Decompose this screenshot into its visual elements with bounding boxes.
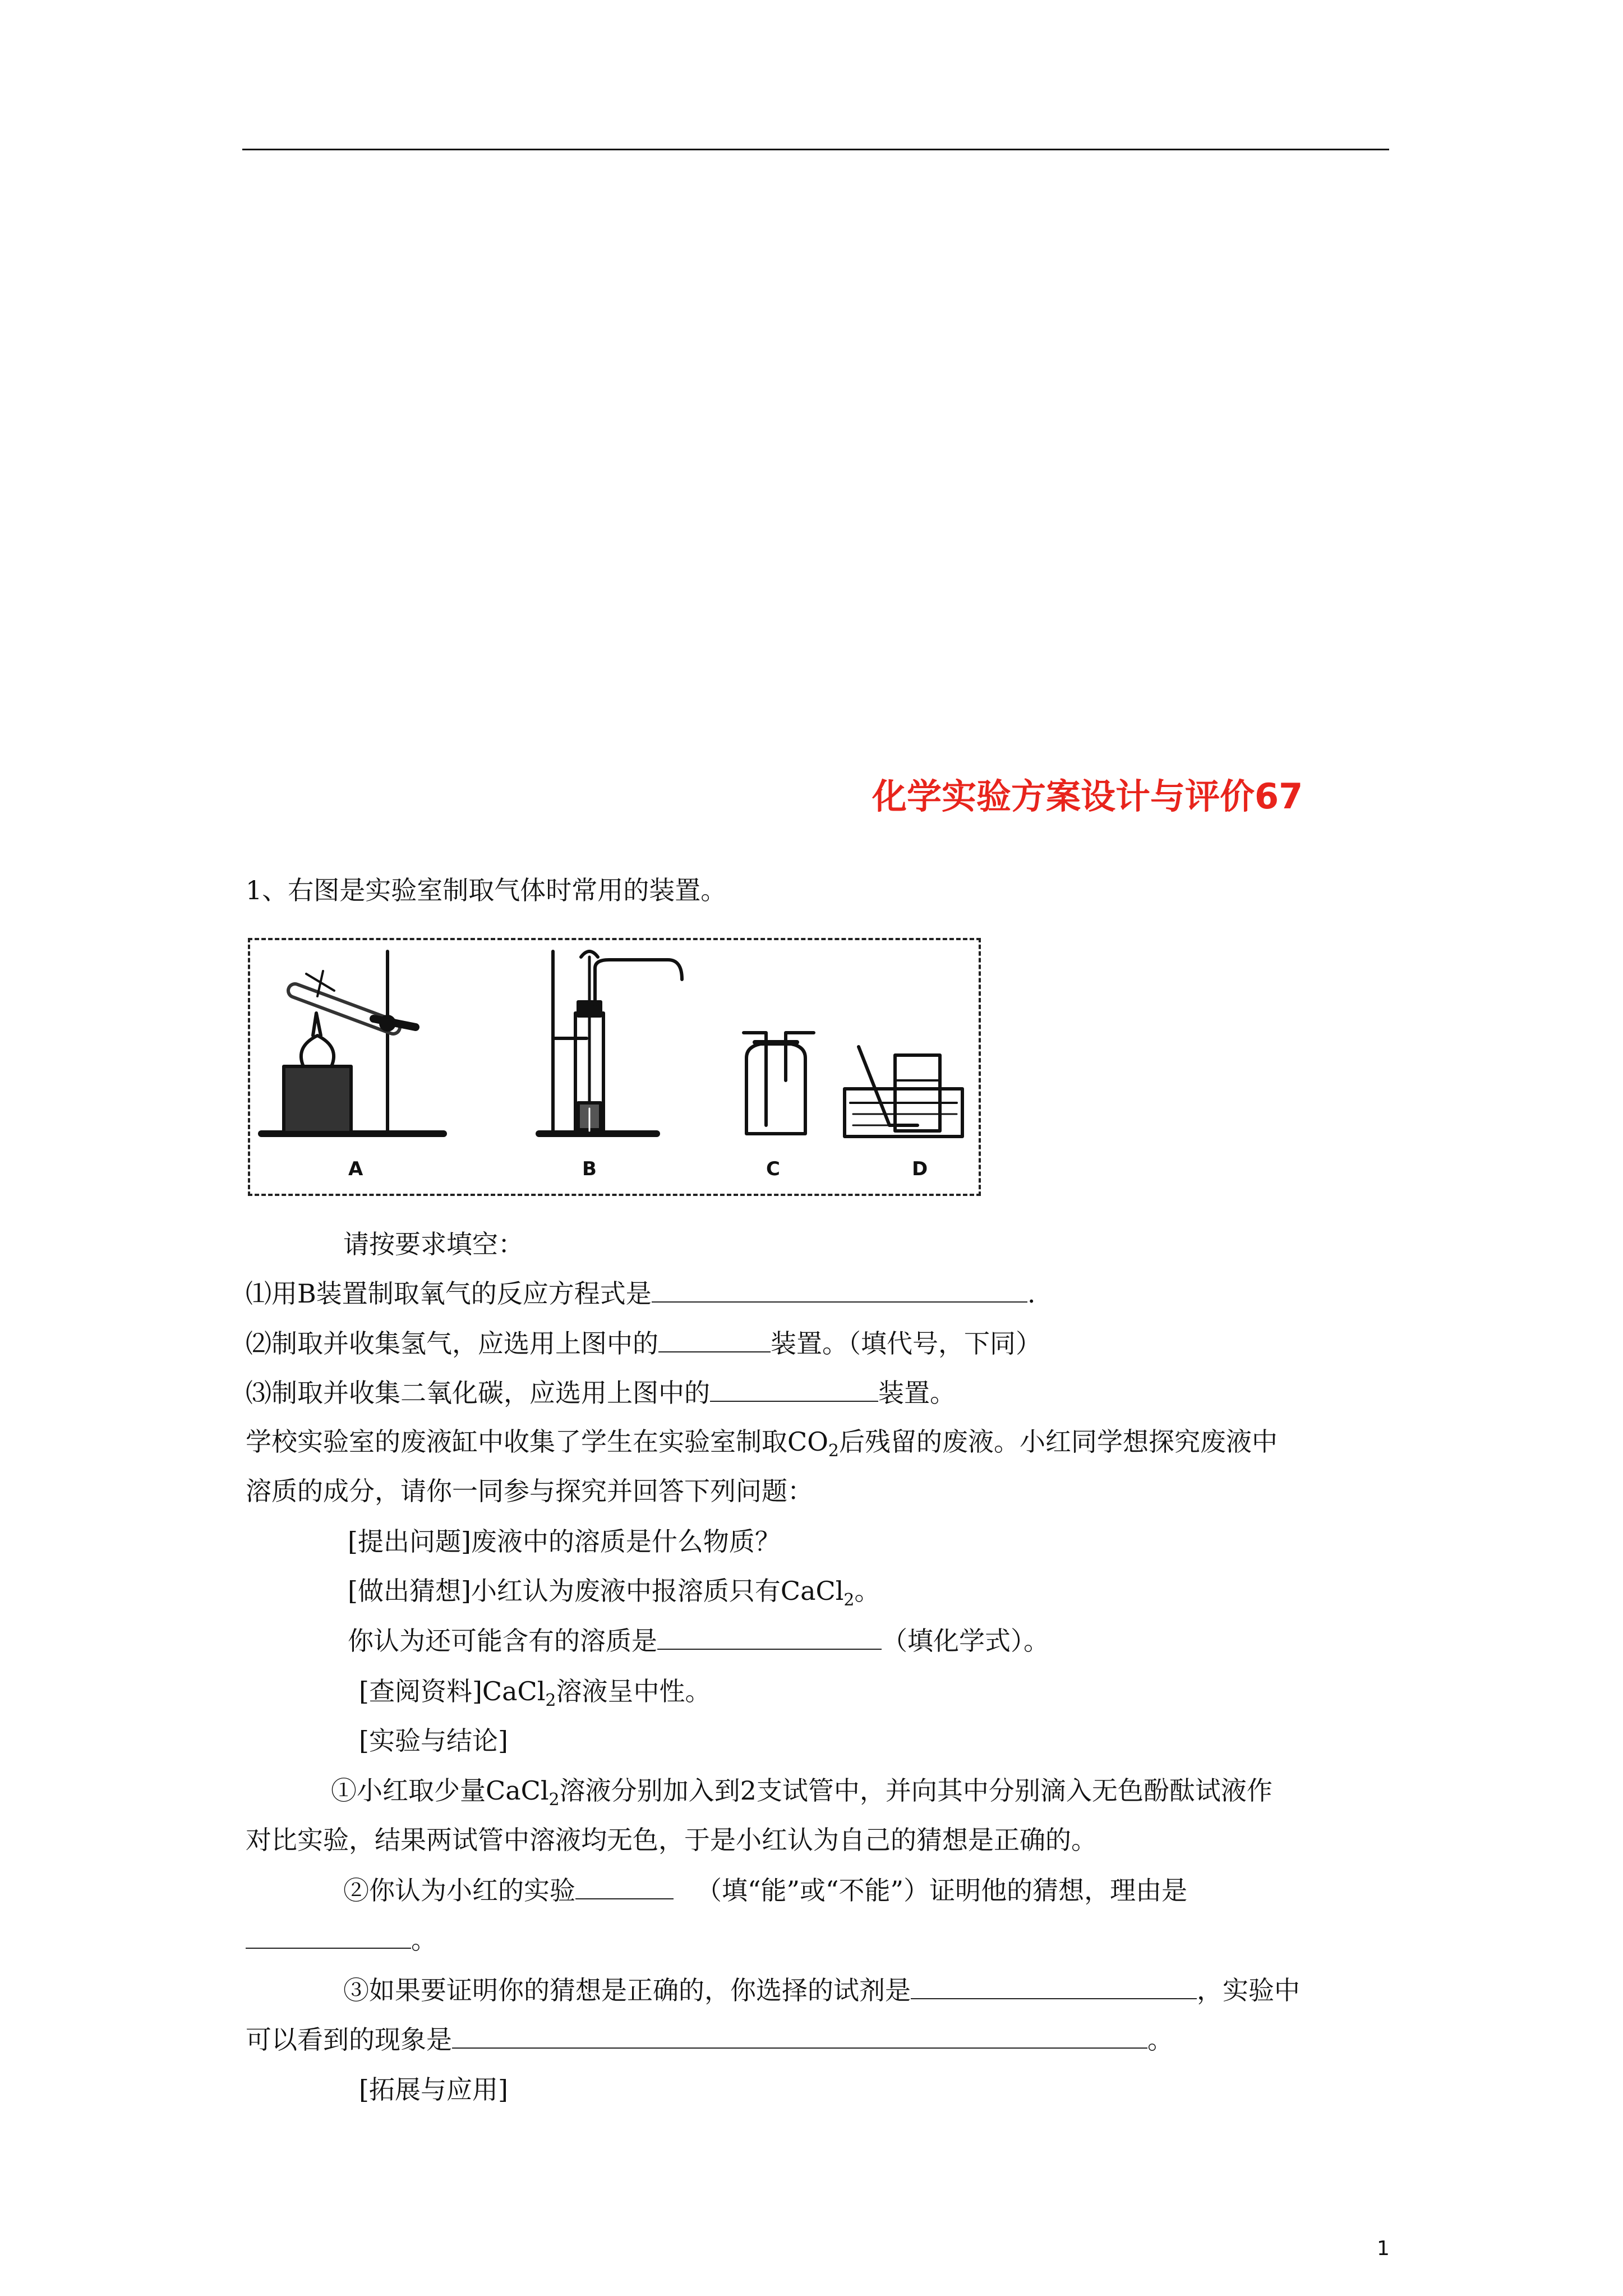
apparatus-figure (248, 938, 981, 1196)
para-1-text-end: 后残留的废液。小红同学想探究废液中 (839, 1427, 1278, 1457)
item-2-answer-blank[interactable] (658, 1327, 771, 1352)
reference-subscript: 2 (545, 1691, 556, 1710)
reagent-answer-blank[interactable] (911, 1973, 1197, 1999)
item-1 (246, 1277, 1035, 1310)
step-1-line-2: 对比实验，结果两试管中溶液均无色，于是小红认为自己的猜想是正确的。 (246, 1825, 1097, 1855)
step-3-text-end: ，实验中 (1197, 1975, 1300, 2005)
your-hypothesis-end: （填化学式）。 (882, 1626, 1049, 1656)
step-1-line-1 (331, 1774, 1272, 1810)
item-1-text: ⑴用B装置制取氧气的反应方程式是 (246, 1278, 652, 1309)
step-1-text: ①小红取少量CaCl (331, 1775, 549, 1806)
step-2-line-2 (246, 1923, 437, 1957)
your-hypothesis-text: 你认为还可能含有的溶质是 (348, 1626, 657, 1656)
item-3-answer-blank[interactable] (710, 1376, 878, 1402)
step-1-subscript: 2 (548, 1790, 560, 1810)
reference-text: [查阅资料]CaCl (359, 1676, 546, 1706)
phenomenon-answer-blank[interactable] (452, 2023, 1147, 2049)
phenomenon-end: 。 (1147, 2024, 1173, 2055)
hypothesis-end: 。 (854, 1576, 880, 1606)
solute-answer-blank[interactable] (657, 1624, 882, 1650)
reference-end: 溶液呈中性。 (556, 1676, 711, 1706)
step-2-line-2-end: 。 (411, 1925, 437, 1955)
reference-info (359, 1674, 711, 1708)
step-2-text: ②你认为小红的实验 (343, 1875, 575, 1906)
apparatus-b (539, 951, 682, 1134)
apparatus-d (845, 1047, 962, 1137)
question-1-intro: 1、右图是实验室制取气体时常用的装置。 (246, 875, 727, 905)
page-number: 1 (1377, 2237, 1390, 2260)
apparatus-a (261, 951, 444, 1134)
extension-heading: [拓展与应用] (359, 2074, 508, 2105)
item-3-text: ⑶制取并收集二氧化碳，应选用上图中的 (246, 1378, 710, 1408)
step-1-text-end: 溶液分别加入到2支试管中，并向其中分别滴入无色酚酞试液作 (559, 1775, 1272, 1806)
figure-label-b: B (582, 1158, 597, 1180)
apparatus-c (744, 1033, 814, 1134)
para-1-text: 学校实验室的废液缸中收集了学生在实验室制取CO (246, 1427, 828, 1457)
step-3-text: ③如果要证明你的猜想是正确的，你选择的试剂是 (343, 1975, 911, 2005)
experiment-heading: [实验与结论] (359, 1726, 508, 1756)
hypothesis-subscript: 2 (843, 1590, 855, 1610)
para-1-subscript: 2 (828, 1441, 840, 1461)
header-rule (242, 149, 1389, 150)
item-1-answer-blank[interactable] (652, 1277, 1027, 1303)
step-3-line-1 (343, 1973, 1300, 2007)
apparatus-drawing (250, 940, 979, 1194)
hypothesis-text: [做出猜想]小红认为废液中报溶质只有CaCl (348, 1576, 844, 1606)
intro-paragraph-line-1 (246, 1425, 1278, 1461)
item-2 (246, 1327, 1041, 1360)
step-2-line-1 (343, 1874, 1187, 1907)
your-hypothesis (348, 1624, 1049, 1658)
item-1-end: . (1027, 1278, 1036, 1309)
step-3-line-2 (246, 2023, 1173, 2056)
intro-paragraph-line-2: 溶质的成分，请你一同参与探究并回答下列问题： (246, 1476, 813, 1506)
page-title: 化学实验方案设计与评价67 (872, 776, 1303, 817)
figure-label-a: A (348, 1158, 363, 1180)
fill-prompt: 请按要求填空： (343, 1229, 524, 1259)
figure-label-c: C (766, 1158, 780, 1180)
step-2-answer-blank[interactable] (575, 1874, 674, 1899)
item-2-text: ⑵制取并收集氢气，应选用上图中的 (246, 1328, 658, 1359)
reason-answer-blank[interactable] (246, 1923, 411, 1949)
hypothesis (348, 1574, 880, 1608)
step-2-text-end: （填“能”或“不能”）证明他的猜想，理由是 (696, 1875, 1188, 1906)
raise-question: [提出问题]废液中的溶质是什么物质？ (348, 1526, 781, 1557)
phenomenon-text: 可以看到的现象是 (246, 2024, 452, 2055)
figure-label-d: D (912, 1158, 928, 1180)
item-3-end: 装置。 (878, 1378, 956, 1408)
item-2-end: 装置。（填代号，下同） (771, 1328, 1041, 1359)
item-3 (246, 1376, 956, 1410)
